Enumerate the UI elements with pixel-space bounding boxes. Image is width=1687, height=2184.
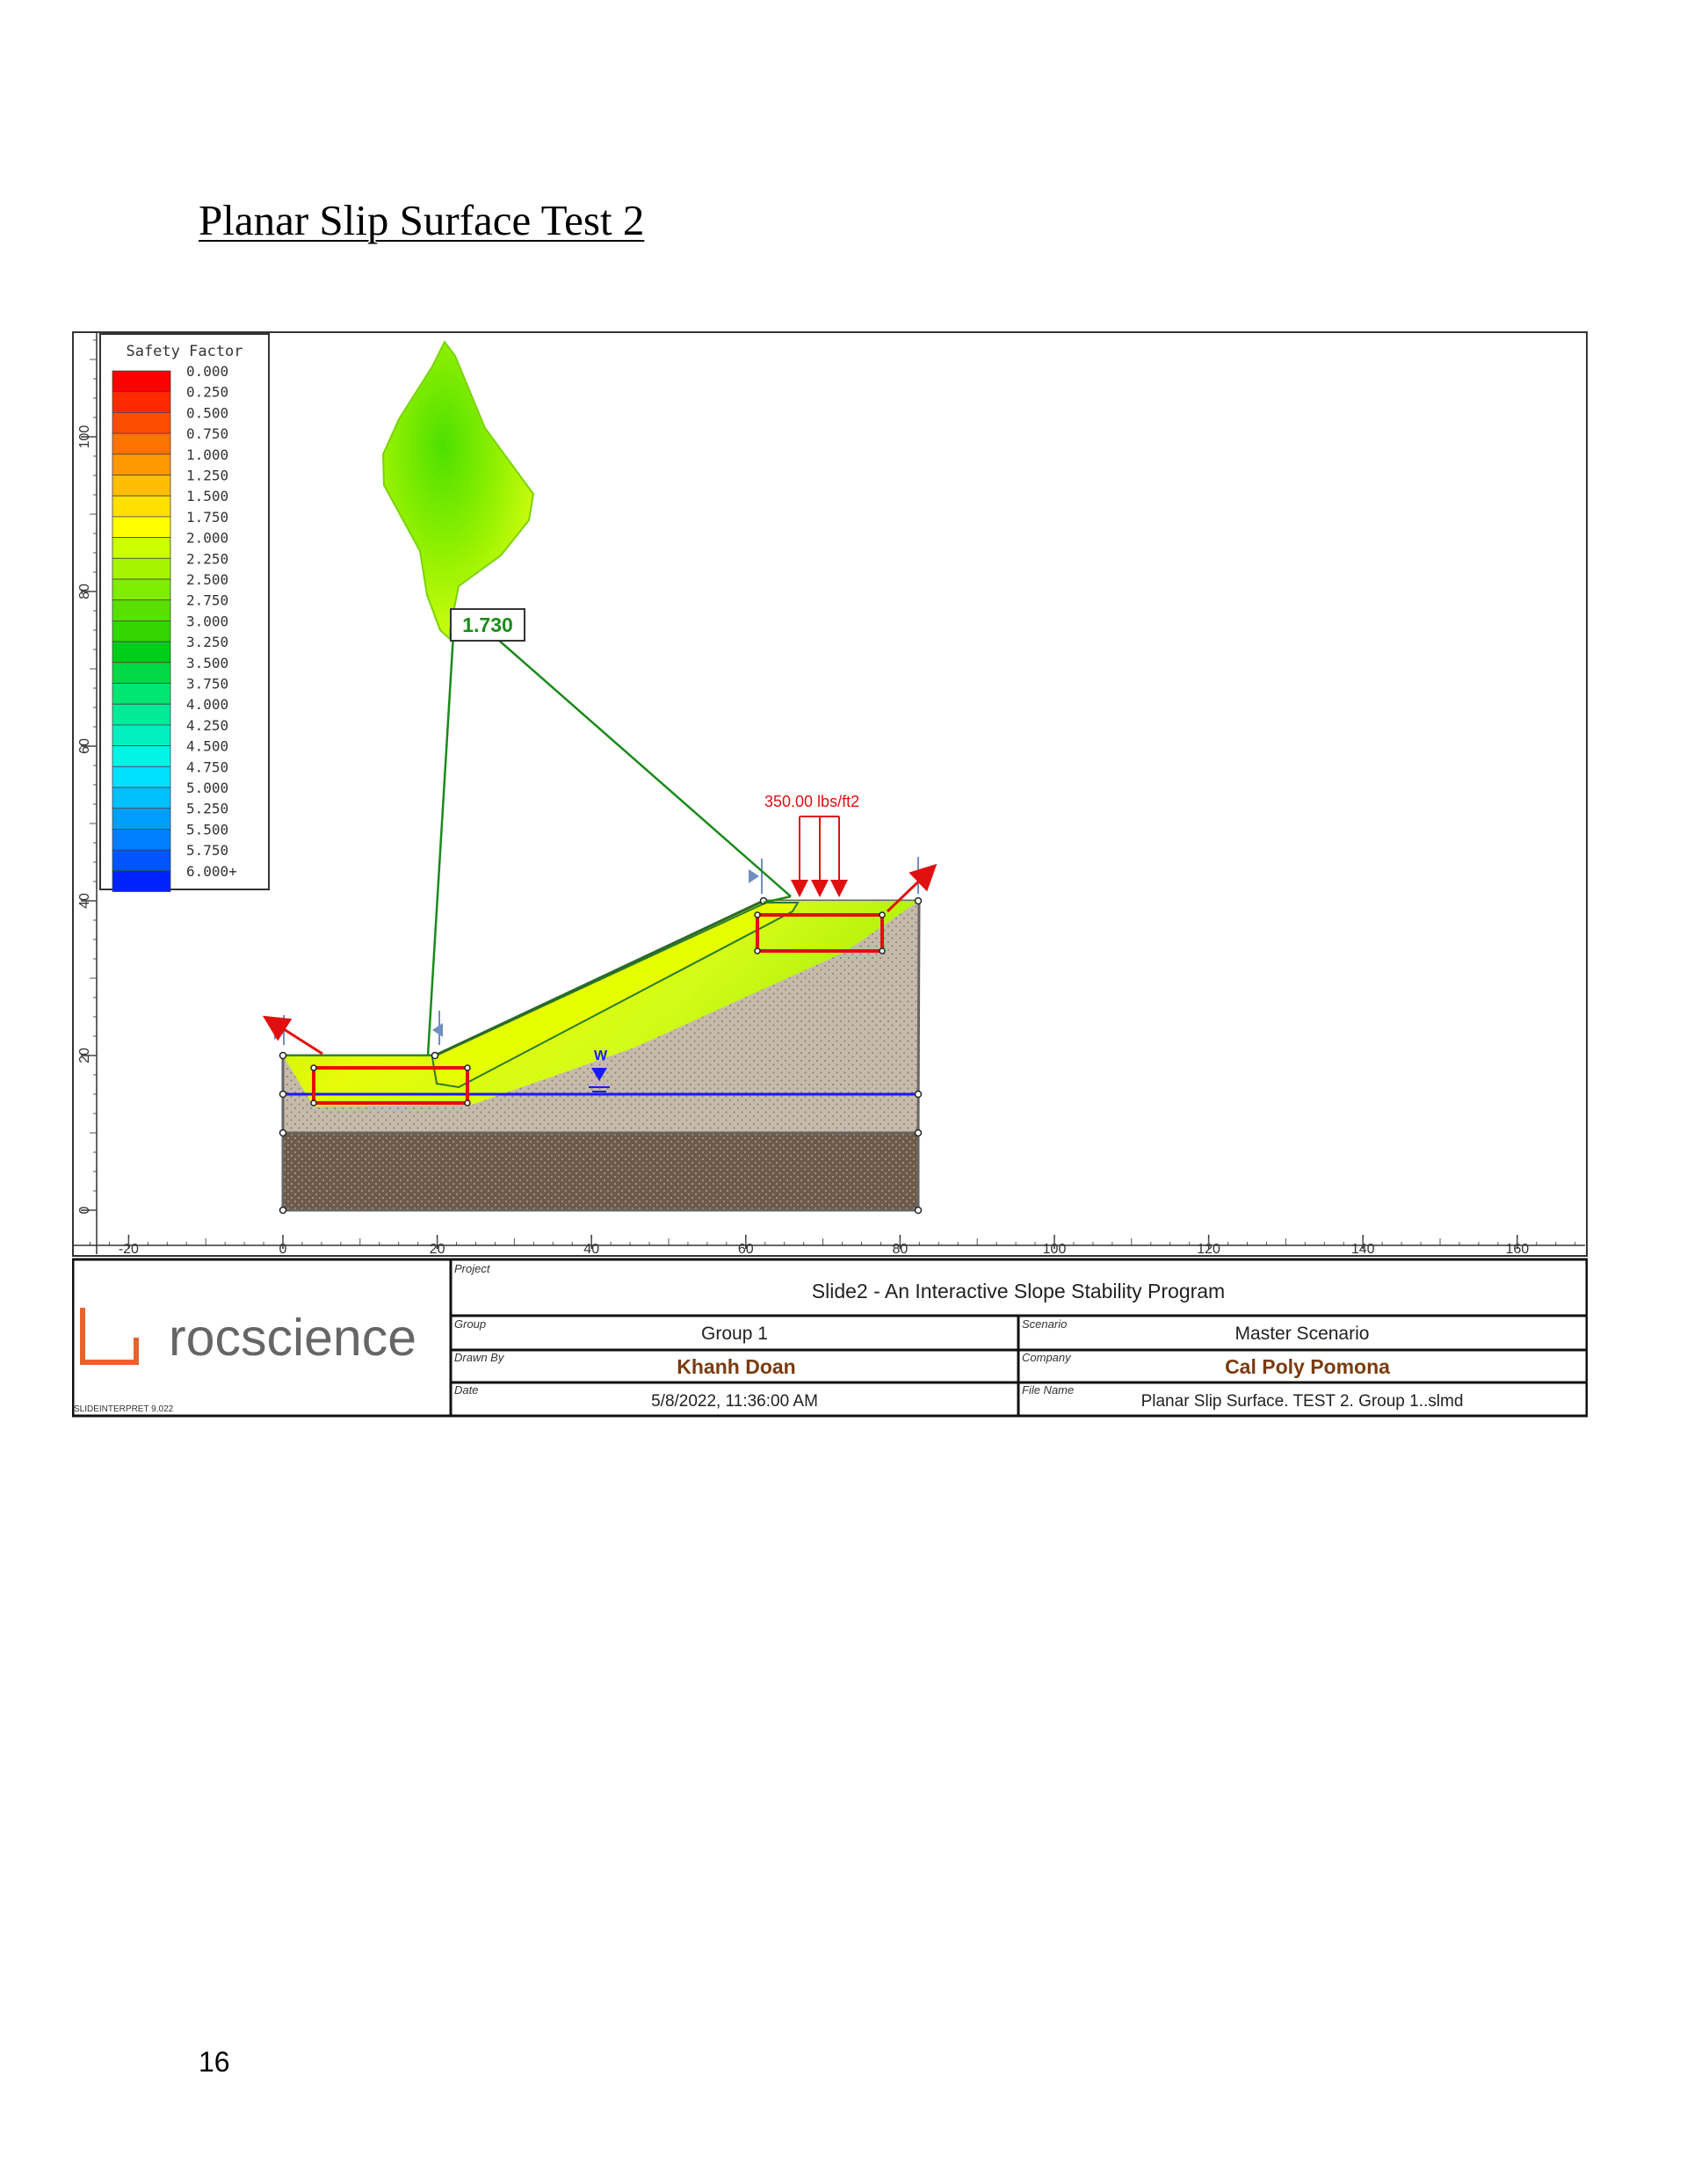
x-tick-label: 0	[279, 1242, 287, 1257]
x-tick-label: 80	[892, 1242, 909, 1257]
x-tick-label: 100	[1042, 1242, 1067, 1257]
factor-value: 1.730	[462, 613, 513, 636]
legend-swatch	[112, 725, 170, 746]
legend-label: 0.750	[186, 425, 229, 443]
x-tick-label: 120	[1197, 1242, 1220, 1257]
legend-label: 1.500	[186, 488, 229, 505]
legend-swatch	[112, 538, 170, 559]
legend-swatch	[112, 600, 170, 621]
legend-swatch	[112, 766, 170, 787]
legend-label: 2.750	[186, 591, 229, 609]
legend-label: 1.750	[186, 508, 229, 526]
legend-label: 1.250	[186, 467, 229, 484]
date-value: 5/8/2022, 11:36:00 AM	[651, 1392, 818, 1411]
slope-plot	[72, 331, 1588, 1419]
legend-label: 2.500	[186, 571, 229, 588]
legend-swatch	[112, 871, 170, 892]
drawn-by-value: Khanh Doan	[677, 1355, 796, 1378]
y-tick-label: 60	[77, 738, 92, 754]
legend-swatch	[112, 663, 170, 684]
date-label: Date	[454, 1383, 479, 1397]
legend-label: 4.750	[186, 758, 229, 776]
y-tick-label: 80	[77, 584, 92, 599]
legend-swatch	[112, 517, 170, 538]
legend-label: 2.250	[186, 550, 229, 568]
bottom-soil-layer	[283, 1133, 918, 1210]
file-name-value: Planar Slip Surface. TEST 2. Group 1..slmd	[1140, 1392, 1464, 1411]
water-label: W	[594, 1048, 608, 1063]
legend-swatch	[112, 809, 170, 830]
legend-swatch	[112, 829, 170, 850]
y-tick-label: 100	[77, 424, 92, 449]
legend-swatch	[112, 620, 170, 642]
project-label: Project	[454, 1262, 490, 1275]
legend-swatch	[112, 433, 170, 454]
legend-label: 0.000	[186, 363, 229, 380]
legend-label: 0.500	[186, 404, 229, 422]
legend-label: 4.000	[186, 696, 229, 714]
legend-swatch	[112, 746, 170, 767]
safety-factor-legend	[100, 334, 269, 892]
group-value: Group 1	[701, 1324, 768, 1344]
legend-label: 3.250	[186, 634, 229, 651]
title-block	[73, 1259, 1587, 1416]
legend-label: 5.000	[186, 780, 229, 796]
legend-swatch	[112, 642, 170, 663]
page-title: Planar Slip Surface Test 2	[199, 196, 645, 244]
legend-swatch	[112, 392, 170, 413]
legend-label: 4.250	[186, 716, 229, 734]
x-tick-label: -20	[118, 1242, 139, 1257]
legend-label: 3.000	[186, 613, 229, 630]
legend-label: 6.000+	[186, 862, 237, 880]
drawn-by-label: Drawn By	[454, 1351, 504, 1364]
legend-swatch	[112, 787, 170, 809]
legend-swatch	[112, 475, 170, 497]
legend-swatch	[112, 850, 170, 871]
x-tick-label: 160	[1505, 1242, 1530, 1257]
company-value: Cal Poly Pomona	[1225, 1355, 1390, 1378]
x-tick-label: 140	[1350, 1242, 1375, 1257]
legend-label: 2.000	[186, 529, 229, 547]
scenario-value: Master Scenario	[1234, 1324, 1370, 1344]
legend-swatch	[112, 412, 170, 433]
x-tick-label: 40	[583, 1242, 600, 1257]
legend-label: 5.750	[186, 842, 229, 860]
x-tick-label: 20	[429, 1242, 445, 1257]
page-number: 16	[199, 2046, 230, 2078]
legend-label: 0.250	[186, 383, 229, 401]
legend-swatch	[112, 684, 170, 705]
legend-label: 5.250	[186, 800, 229, 817]
legend-title: Safety Factor	[126, 343, 243, 360]
x-tick-label: 60	[737, 1242, 754, 1257]
legend-swatch	[112, 454, 170, 475]
legend-label: 5.500	[186, 821, 229, 838]
company-label: Company	[1022, 1351, 1071, 1364]
scenario-label: Scenario	[1022, 1317, 1068, 1331]
legend-label: 3.500	[186, 654, 229, 671]
group-label: Group	[454, 1317, 487, 1331]
slope-figure	[72, 331, 1588, 1419]
legend-swatch	[112, 704, 170, 725]
project-value: Slide2 - An Interactive Slope Stability Program	[811, 1280, 1226, 1302]
legend-swatch	[112, 371, 170, 392]
load-label: 350.00 lbs/ft2	[764, 793, 860, 810]
legend-swatch	[112, 558, 170, 579]
rocscience-logo-text: rocscience	[169, 1309, 417, 1367]
y-tick-label: 0	[77, 1206, 92, 1215]
legend-swatch	[112, 579, 170, 600]
y-tick-label: 20	[77, 1048, 92, 1063]
version-label: SLIDEINTERPRET 9.022	[74, 1404, 174, 1414]
y-tick-label: 40	[77, 893, 92, 909]
legend-label: 4.500	[186, 737, 229, 755]
legend-swatch	[112, 496, 170, 517]
legend-label: 1.000	[186, 446, 229, 463]
file-name-label: File Name	[1022, 1383, 1075, 1397]
legend-label: 3.750	[186, 675, 229, 693]
